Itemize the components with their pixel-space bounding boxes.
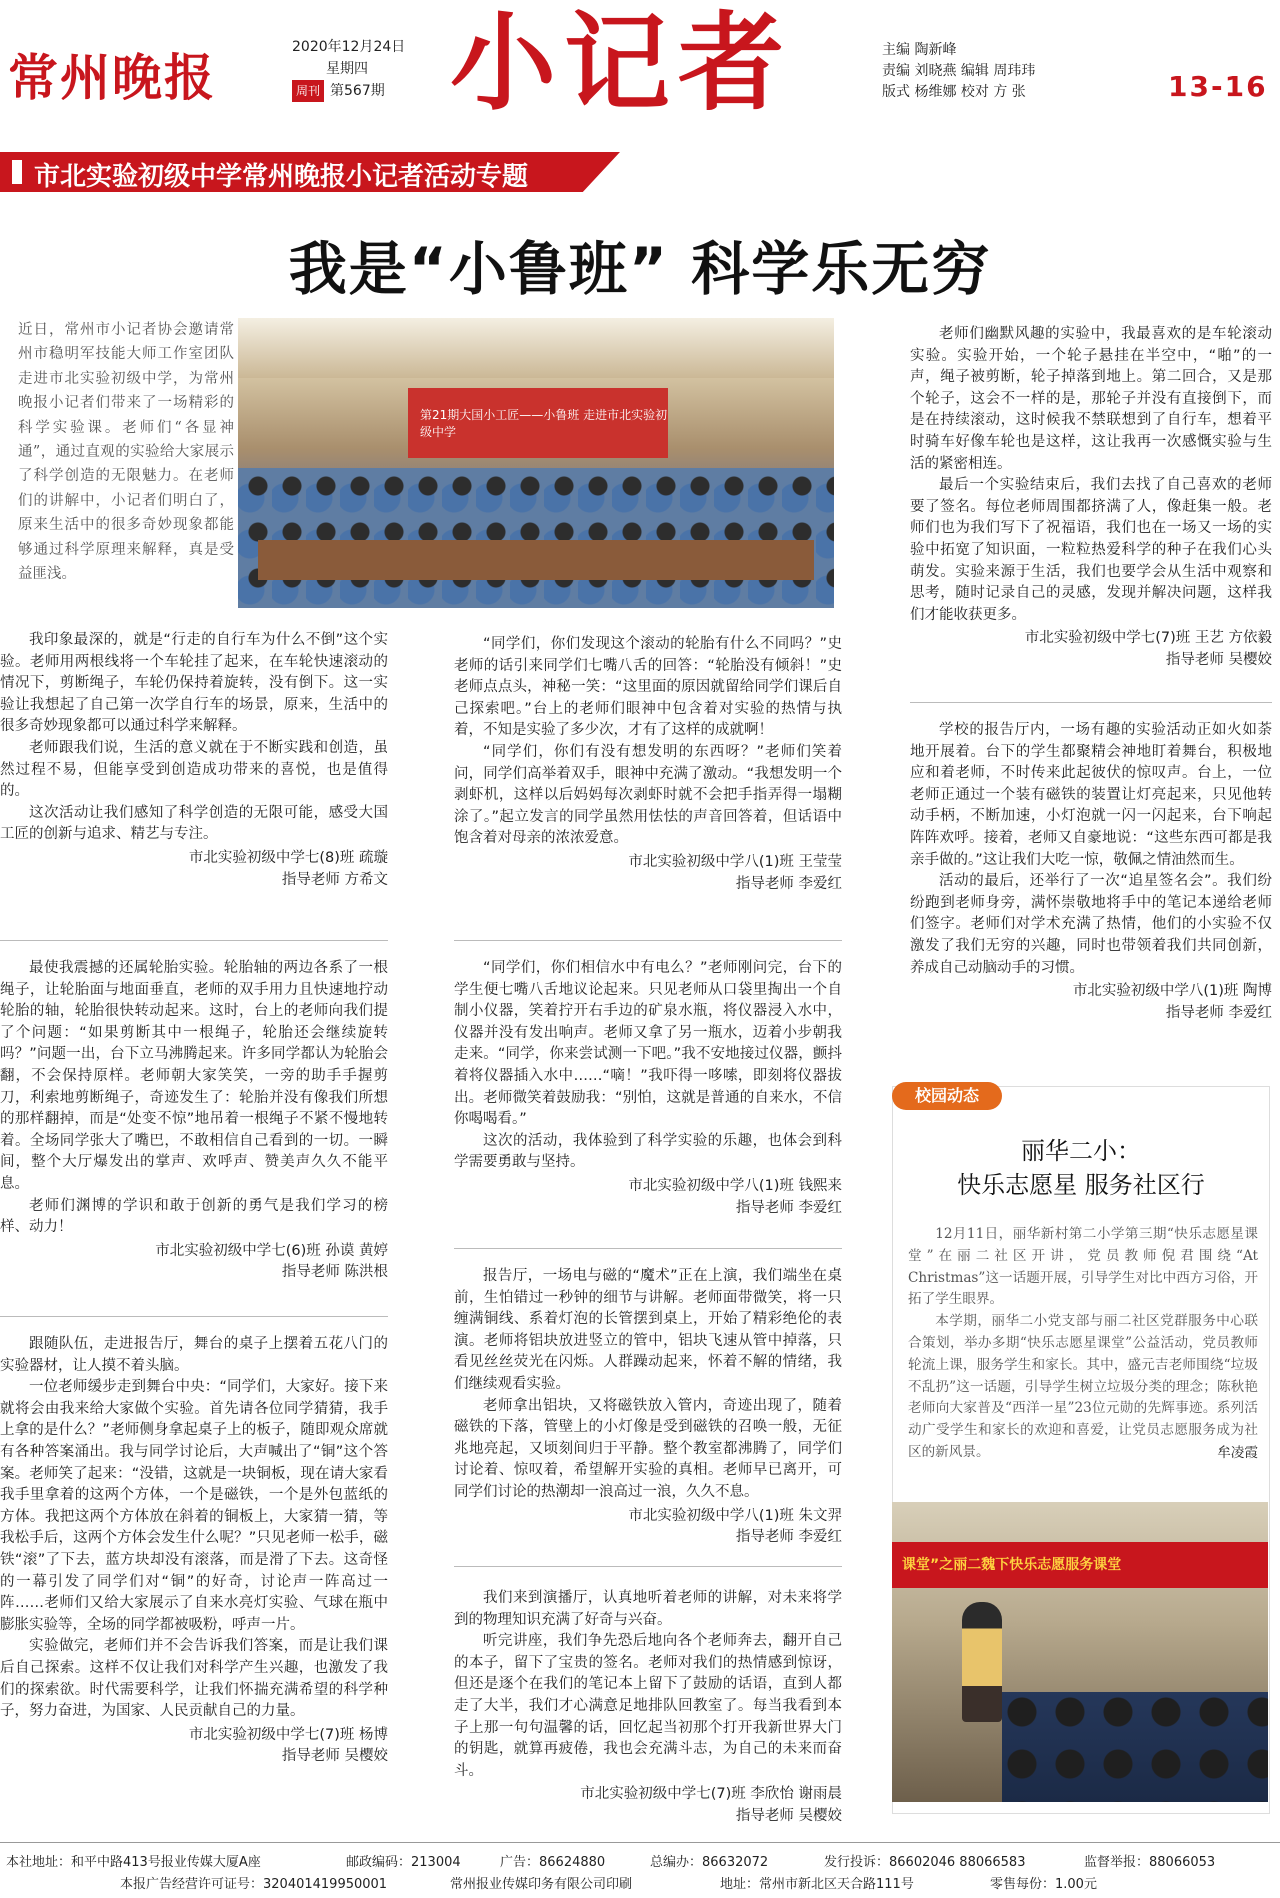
classroom-sign-text: 课堂”之丽二魏下快乐志愿服务课堂 — [902, 1557, 1122, 1573]
topic-banner-text: 市北实验初级中学常州晚报小记者活动专题 — [34, 162, 529, 192]
teacher-figure — [962, 1602, 1002, 1722]
article-school: 市北实验初级中学八(1)班 朱文羿 — [628, 1507, 842, 1524]
stage-desk — [258, 540, 814, 580]
campus-news-title — [892, 1134, 1270, 1202]
divider — [910, 702, 1272, 703]
intro-text: 近日，常州市小记者协会邀请常州市稳明军技能大师工作室团队走进市北实验初级中学，为常州晚报小记者们带来了一场精彩的科学实验课。老师们“各显神通”，通过直观的实验给大家展示了科学创造的无限魅力。在老师们的讲解中，小记者们明白了，原来生活中的很多奇妙现象都能够通过科学原理来解释，真是受益匪浅。 — [18, 322, 234, 583]
footer-address: 本社地址：和平中路413号报业传媒大厦A座 — [6, 1855, 261, 1870]
article-school: 市北实验初级中学八(1)班 王莹莹 — [628, 853, 842, 870]
footer-license: 本报广告经营许可证号：320401419950001 — [120, 1877, 388, 1892]
hall-ceiling — [238, 318, 834, 378]
article-paragraph: 跟随队伍，走进报告厅，舞台的桌子上摆着五花八门的实验器材，让人摸不着头脑。 — [0, 1336, 388, 1374]
campus-paragraph: 12月11日，丽华新村第二小学第三期“快乐志愿星课堂”在丽二社区开讲，党员教师倪君围绕“At Christmas”这一话题开展，引导学生对比中西方习俗，开拓了学生眼界。 — [908, 1226, 1258, 1308]
article-school: 市北实验初级中学八(1)班 钱熙来 — [628, 1177, 842, 1194]
article-paragraph: 我印象最深的，就是“行走的自行车为什么不倒”这个实验。老师用两根线将一个车轮挂了起来，在车轮快速滚动的情况下，剪断绳子，车轮仍保持着旋转，没有倒下。这一实验让我想起了自己第一次学自行车的场景，原来，生活中的很多奇妙现象都可以通过科学来解释。 — [0, 632, 388, 735]
article-school: 市北实验初级中学八(1)班 陶博 — [1072, 983, 1272, 1000]
page-range: 13-16 — [1168, 70, 1268, 103]
article-electromagnetism — [454, 1266, 842, 1549]
divider — [0, 940, 388, 941]
divider — [454, 1566, 842, 1567]
layout-editor: 版式 杨维娜 校对 方 张 — [882, 84, 1026, 100]
classroom-sign — [892, 1542, 1268, 1588]
footer-editorial: 总编办：86632072 — [650, 1855, 769, 1870]
article-school: 市北实验初级中学七(7)班 杨博 — [188, 1726, 388, 1743]
footer-complaint: 发行投诉：86602046 88066583 — [824, 1855, 1026, 1870]
students-crowd — [238, 468, 834, 608]
section-title: 小记者 — [450, 0, 792, 125]
divider — [0, 1316, 388, 1317]
article-invention — [454, 634, 842, 895]
banner-accent — [12, 160, 22, 184]
article-teacher: 指导老师 李爱红 — [735, 1199, 842, 1216]
article-magnet-lamp — [910, 720, 1272, 1024]
article-teacher: 指导老师 吴樱姣 — [281, 1748, 388, 1765]
article-paragraph: 最使我震撼的还属轮胎实验。轮胎轴的两边各系了一根绳子，让轮胎面与地面垂直，老师的双手用力且快速地拧动轮胎的轴，轮胎很快转动起来。这时，台上的老师向我们提了个问题：“如果剪断其中一根绳子，轮胎还会继续旋转吗？”问题一出，台下立马沸腾起来。许多同学都认为轮胎会翻，不会保持原样。老师朝大家笑笑，一旁的助手手握剪刀，利索地剪断绳子，奇迹发生了：轮胎并没有像我们所想的那样翻掉，而是“处变不惊”地吊着一根绳子不紧不慢地转着。全场同学张大了嘴巴，不敢相信自己看到的一切。一瞬间，整个大厅爆发出的掌声、欢呼声、赞美声久久不能平息。 — [0, 960, 388, 1192]
article-paragraph: 这次活动让我们感知了科学创造的无限可能，感受大国工匠的创新与追求、精艺与专注。 — [0, 804, 388, 843]
article-school: 市北实验初级中学七(7)班 王艺 方依毅 — [1024, 630, 1272, 647]
footer-postcode: 邮政编码：213004 — [346, 1855, 461, 1870]
chief-editor: 主编 陶新峰 — [882, 42, 957, 58]
stage-screen — [408, 388, 668, 458]
issue-date: 2020年12月24日 — [292, 39, 406, 55]
article-paragraph: 老师们幽默风趣的实验中，我最喜欢的是车轮滚动实验。实验开始，一个轮子悬挂在半空中，“啪”的一声，绳子被剪断，轮子掉落到地上。第二回合，又是那个轮子，这会不一样的是，那轮子并没有直接倒下，而是在持续滚动，这时候我不禁联想到了自行车，想着平时骑车好像车轮也是这样，这让我再一次感慨实验与生活的紧密相连。 — [910, 326, 1272, 472]
issue-info — [292, 36, 405, 102]
article-wheel — [910, 324, 1272, 672]
article-paragraph: “同学们，你们发现这个滚动的轮胎有什么不同吗？”史老师的话引来同学们七嘴八舌的回答：“轮胎没有倾斜！”史老师点点头，神秘一笑：“这里面的原因就留给同学们课后自己探索吧。”台上的老师们眼神中包含着对实验的热情与执着，不知是实验了多少次，才有了这样的成就啊！ — [454, 636, 842, 739]
article-paragraph: 活动的最后，还举行了一次“追星签名会”。我们纷纷跑到老师身旁，满怀崇敬地将手中的笔记本递给老师们签字。老师们对学术充满了热情，他们的小实验不仅激发了我们无穷的兴趣，同时也带领着我们共同创新，养成自己动脑动手的习惯。 — [910, 873, 1272, 976]
article-paragraph: 最后一个实验结束后，我们去找了自己喜欢的老师要了签名。每位老师周围都挤满了人，像赶集一般。老师们也为我们写下了祝福语，我们也在一场又一场的实验中拓宽了知识面，一粒粒热爱科学的种子在我们心头萌发。实验来源于生活，我们也要学会从生活中观察和思考，随时记录自己的灵感，发现并解决问题，这样我们才能收获更多。 — [910, 477, 1272, 623]
article-teacher: 指导老师 李爱红 — [735, 875, 842, 892]
article-teacher: 指导老师 李爱红 — [735, 1529, 842, 1546]
campus-title-line2: 快乐志愿星 服务社区行 — [957, 1171, 1205, 1199]
article-paragraph: 老师跟我们说，生活的意义就在于不断实践和创造，虽然过程不易，但能享受到创造成功带来的喜悦，也是值得的。 — [0, 739, 388, 800]
weekly-tag: 周刊 — [292, 80, 324, 102]
article-signatures — [454, 1588, 842, 1828]
article-teacher: 指导老师 李爱红 — [1165, 1004, 1272, 1021]
article-paragraph: “同学们，你们有没有想发明的东西呀？”老师们笑着问，同学们高举着双手，眼神中充满了激动。“我想发明一个剥虾机，这样以后妈妈每次剥虾时就不会把手指弄得一塌糊涂了。”起立发言的同学虽然用怯怯的声音回答着，但话语中饱含着对母亲的浓浓爱意。 — [454, 743, 842, 847]
footer — [0, 1842, 1280, 1898]
classroom-photo — [892, 1502, 1268, 1802]
group-photo — [238, 318, 834, 608]
divider — [454, 940, 842, 941]
campus-news-body — [908, 1224, 1258, 1465]
article-paragraph: 实验做完，老师们并不会告诉我们答案，而是让我们课后自己探索。这样不仅让我们对科学产生兴趣，也激发了我们的探索欲。时代需要科学，让我们怀揣充满希望的科学种子，努力奋进，为国家、人民贡献自己的力量。 — [0, 1638, 388, 1720]
article-water-electricity — [454, 958, 842, 1219]
article-tyre — [0, 958, 388, 1284]
screen-text: 第21期大国小工匠——小鲁班 走进市北实验初级中学 — [420, 408, 668, 439]
article-teacher: 指导老师 吴樱姣 — [1165, 651, 1272, 668]
article-paragraph: 这次的活动，我体验到了科学实验的乐趣，也体会到科学需要勇敢与坚持。 — [454, 1132, 842, 1171]
article-paragraph: 报告厅，一场电与磁的“魔术”正在上演，我们端坐在桌前，生怕错过一秒钟的细节与讲解。老师面带微笑，将一只缠满铜线、系着灯泡的长管摆到桌上，开始了精彩绝伦的表演。老师将铝块放进竖立的管中，铝块飞速从管中掉落，只看见丝丝荧光在闪烁。人群躁动起来，怀着不解的情绪，我们继续观看实验。 — [454, 1268, 842, 1392]
article-paragraph: 我们来到演播厅，认真地听着老师的讲解，对未来将学到的物理知识充满了好奇与兴奋。 — [454, 1590, 842, 1628]
footer-price: 零售每份：1.00元 — [990, 1877, 1097, 1892]
article-paragraph: 老师拿出铝块，又将磁铁放入管内，奇迹出现了，随着磁铁的下落，管壁上的小灯像是受到磁铁的召唤一般，无征兆地亮起，又顷刻间归于平静。整个教室都沸腾了，同学们讨论着、惊叹着，希望解开实验的真相。老师早已离开，可同学们讨论的热潮却一浪高过一浪，久久不息。 — [454, 1397, 842, 1500]
headline: 我是“小鲁班” 科学乐无穷 — [288, 235, 992, 303]
article-bicycle — [0, 630, 388, 891]
article-paragraph: “同学们，你们相信水中有电么？”老师刚问完，台下的学生便七嘴八舌地议论起来。只见老师从口袋里掏出一个自制小仪器，笑着拧开右手边的矿泉水瓶，将仪器浸入水中，仪器并没有发出响声。老师又拿了另一瓶水，迈着小步朝我走来。“同学，你来尝试测一下吧。”我不安地接过仪器，颤抖着将仪器插入水中……“嘀！”我吓得一哆嗦，即刻将仪器拔出。老师微笑着鼓励我：“别怕，这就是普通的自来水，不信你喝喝看。” — [454, 960, 842, 1128]
students-figures — [1002, 1692, 1268, 1802]
article-copper-plate — [0, 1334, 388, 1768]
issue-weekday: 星期四 — [326, 61, 368, 77]
article-school: 市北实验初级中学七(6)班 孙谟 黄婷 — [155, 1242, 388, 1259]
footer-ad: 广告：86624880 — [500, 1855, 606, 1870]
newspaper-brand: 常州晚报 — [8, 48, 216, 107]
footer-print-address: 地址：常州市新北区天合路111号 — [720, 1877, 914, 1892]
article-paragraph: 听完讲座，我们争先恐后地向各个老师奔去，翻开自己的本子，留下了宝贵的签名。老师对我们的热情感到惊讶，但还是逐个在我们的笔记本上留下了鼓励的话语，直到人都走了大半，我们才心满意足地排队回教室了。每当我看到本子上那一句句温馨的话，回忆起当初那个打开我新世界大门的钥匙，就算再疲倦，我也会充满斗志，为自己的未来而奋斗。 — [454, 1633, 842, 1779]
campus-news-tag: 校园动态 — [892, 1082, 1002, 1110]
campus-author: 牟凌霞 — [1217, 1444, 1258, 1461]
article-paragraph: 学校的报告厅内，一场有趣的实验活动正如火如荼地开展着。台下的学生都聚精会神地盯着舞台，积极地应和着老师，不时传来此起彼伏的惊叹声。台上，一位老师正通过一个装有磁铁的装置让灯亮起来，只见他转动手柄，不断加速，小灯泡就一闪一闪起来，台下响起阵阵欢呼。接着，老师又自豪地说：“这些东西可都是我亲手做的。”这让我们大吃一惊，敬佩之情油然而生。 — [910, 722, 1272, 868]
divider — [454, 1248, 842, 1249]
issue-number: 第567期 — [330, 83, 385, 99]
article-paragraph: 老师们渊博的学识和敢于创新的勇气是我们学习的榜样、动力！ — [0, 1197, 388, 1236]
article-school: 市北实验初级中学七(7)班 李欣怡 谢雨晨 — [580, 1786, 842, 1803]
footer-report: 监督举报：88066053 — [1084, 1855, 1216, 1870]
duty-editor: 责编 刘晓燕 编辑 周玮玮 — [882, 63, 1036, 79]
editor-credits — [882, 40, 1035, 103]
article-teacher: 指导老师 陈洪根 — [281, 1264, 388, 1281]
article-school: 市北实验初级中学七(8)班 疏璇 — [188, 849, 388, 866]
article-teacher: 指导老师 吴樱姣 — [735, 1807, 842, 1824]
article-teacher: 指导老师 方希文 — [281, 871, 388, 888]
campus-paragraph: 本学期，丽华二小党支部与丽二社区党群服务中心联合策划，举办多期“快乐志愿星课堂”公益活动，党员教师轮流上课，服务学生和家长。其中，盛元吉老师围绕“垃圾不乱扔”这一话题，引导学生树立垃圾分类的理念；陈秋艳老师向大家普及“西洋一星”23位元勋的先辉事迹。系列活动广受学生和家长的欢迎和喜爱，让党员志愿服务成为社区的新风景。 — [908, 1313, 1258, 1460]
campus-title-line1: 丽华二小： — [1021, 1137, 1141, 1165]
article-paragraph: 一位老师缓步走到舞台中央：“同学们，大家好。接下来就将会由我来给大家做个实验。首先请各位同学猜猜，我手上拿的是什么？”老师侧身拿起桌子上的板子，随即观众席就有各种答案涌出。我与同学讨论后，大声喊出了“铜”这个答案。老师笑了起来：“没错，这就是一块铜板，现在请大家看我手里拿着的这两个方体，一个是磁铁，一个是外包蓝纸的方体。我把这两个方体放在斜着的铜板上，大家猜一猜，等我松手后，这两个方体会发生什么呢？”只见老师一松手，磁铁“滚”了下去，蓝方块却没有滚落，而是滑了下去。这奇怪的一幕引发了同学们对“铜”的好奇，讨论声一阵高过一阵……老师们又给大家展示了自来水亮灯实验、气球在瓶中膨胀实验等，全场的同学都被吸粉，呼声一片。 — [0, 1379, 388, 1633]
footer-printer: 常州报业传媒印务有限公司印刷 — [450, 1877, 633, 1892]
